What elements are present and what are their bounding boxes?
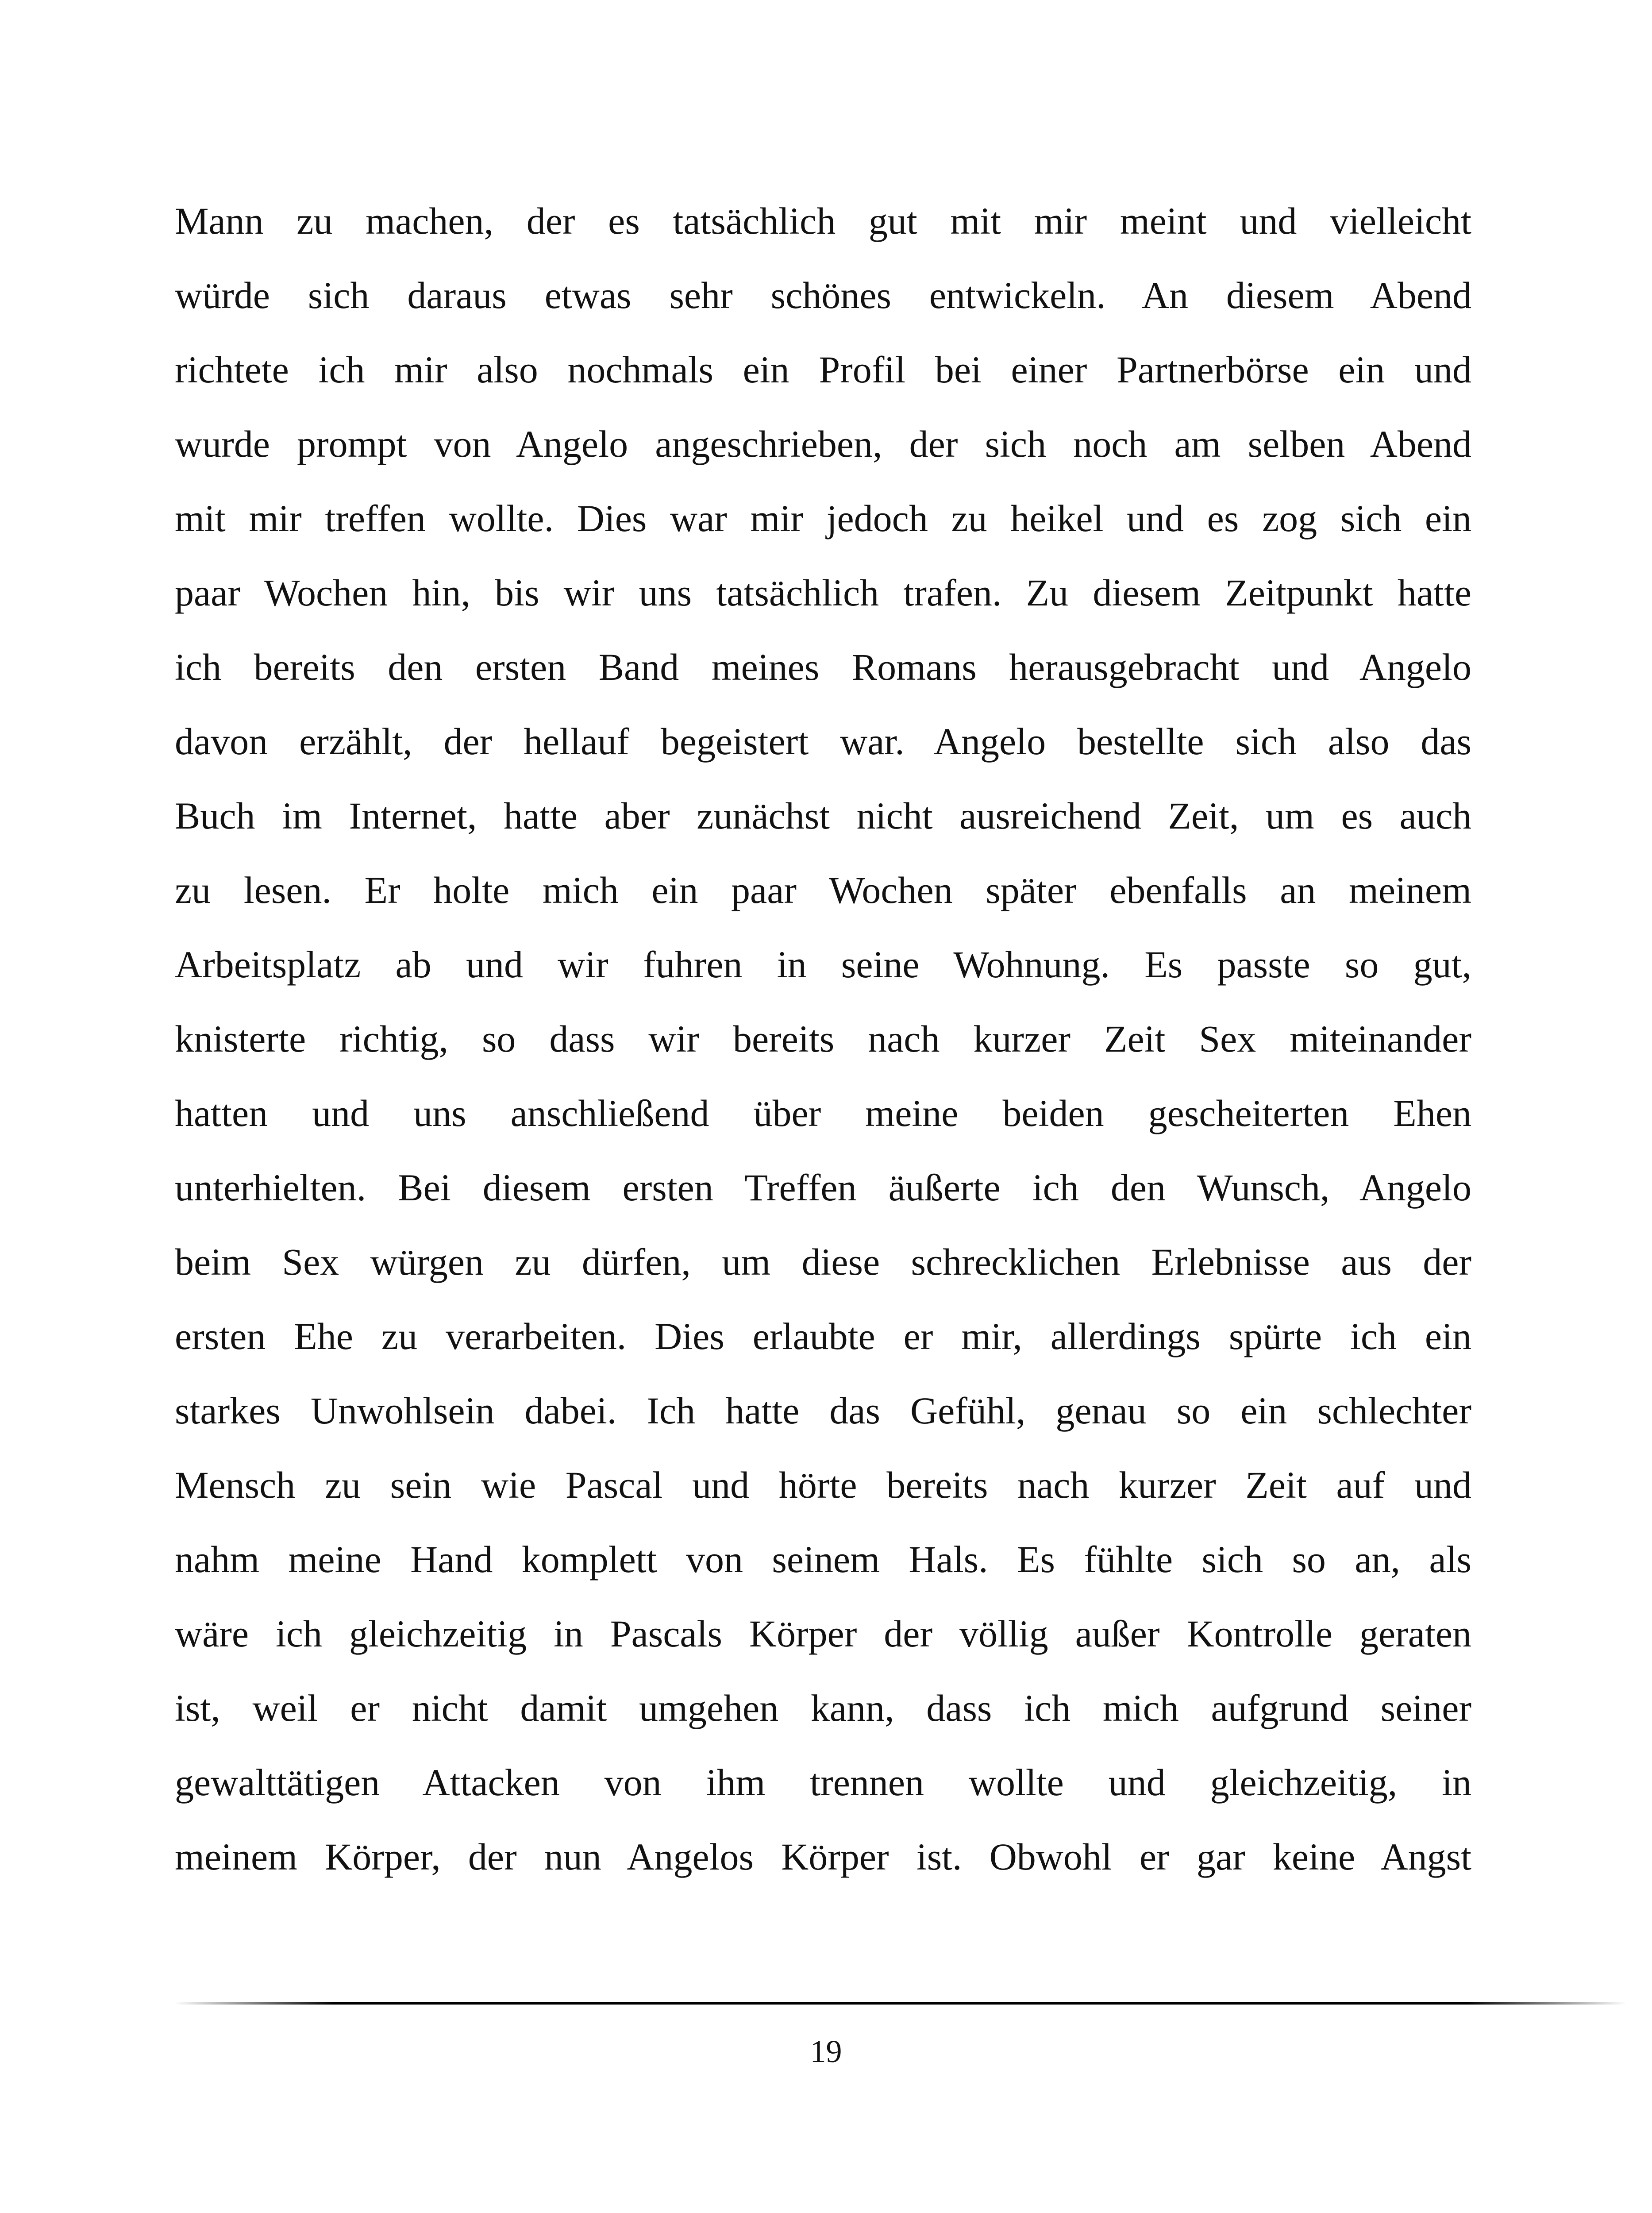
text-line: Mann zu machen, der es tatsächlich gut mit mir meint und vielleicht <box>175 200 1471 242</box>
text-line: wurde prompt von Angelo angeschrieben, der sich noch am selben Abend <box>175 423 1471 465</box>
footer-divider-fade-left <box>175 2002 334 2005</box>
text-line: unterhielten. Bei diesem ersten Treffen äußerte ich den Wunsch, Angelo <box>175 1166 1471 1209</box>
text-line: mit mir treffen wollte. Dies war mir jedoch zu heikel und es zog sich ein <box>175 497 1471 540</box>
text-line: beim Sex würgen zu dürfen, um diese schrecklichen Erlebnisse aus der <box>175 1241 1471 1283</box>
text-line: davon erzählt, der hellauf begeistert war. Angelo bestellte sich also das <box>175 720 1471 763</box>
text-line: richtete ich mir also nochmals ein Profil bei einer Partnerbörse ein und <box>175 348 1471 391</box>
footer-divider-fade-right <box>1467 2002 1626 2005</box>
text-line: ersten Ehe zu verarbeiten. Dies erlaubte er mir, allerdings spürte ich ein <box>175 1315 1471 1357</box>
text-line: nahm meine Hand komplett von seinem Hals. Es fühlte sich so an, als <box>175 1538 1471 1581</box>
text-line: Arbeitsplatz ab und wir fuhren in seine Wohnung. Es passte so gut, <box>175 943 1471 986</box>
text-line: ich bereits den ersten Band meines Romans herausgebracht und Angelo <box>175 646 1471 688</box>
page-number: 19 <box>810 2034 842 2069</box>
text-line: Mensch zu sein wie Pascal und hörte bereits nach kurzer Zeit auf und <box>175 1464 1471 1506</box>
text-line: zu lesen. Er holte mich ein paar Wochen später ebenfalls an meinem <box>175 869 1471 911</box>
text-line: würde sich daraus etwas sehr schönes entwickeln. An diesem Abend <box>175 274 1471 316</box>
body-text <box>175 184 1471 1894</box>
text-line: gewalttätigen Attacken von ihm trennen wollte und gleichzeitig, in <box>175 1761 1471 1804</box>
text-line: meinem Körper, der nun Angelos Körper ist. Obwohl er gar keine Angst <box>175 1835 1471 1878</box>
text-line: wäre ich gleichzeitig in Pascals Körper der völlig außer Kontrolle geraten <box>175 1612 1471 1655</box>
text-line: Buch im Internet, hatte aber zunächst nicht ausreichend Zeit, um es auch <box>175 794 1471 837</box>
text-line: starkes Unwohlsein dabei. Ich hatte das Gefühl, genau so ein schlechter <box>175 1389 1471 1432</box>
text-line: ist, weil er nicht damit umgehen kann, dass ich mich aufgrund seiner <box>175 1687 1471 1729</box>
text-line: knisterte richtig, so dass wir bereits nach kurzer Zeit Sex miteinander <box>175 1018 1471 1060</box>
footer-divider <box>175 2002 1626 2005</box>
text-line: hatten und uns anschließend über meine beiden gescheiterten Ehen <box>175 1092 1471 1134</box>
text-line: paar Wochen hin, bis wir uns tatsächlich trafen. Zu diesem Zeitpunkt hatte <box>175 571 1471 614</box>
